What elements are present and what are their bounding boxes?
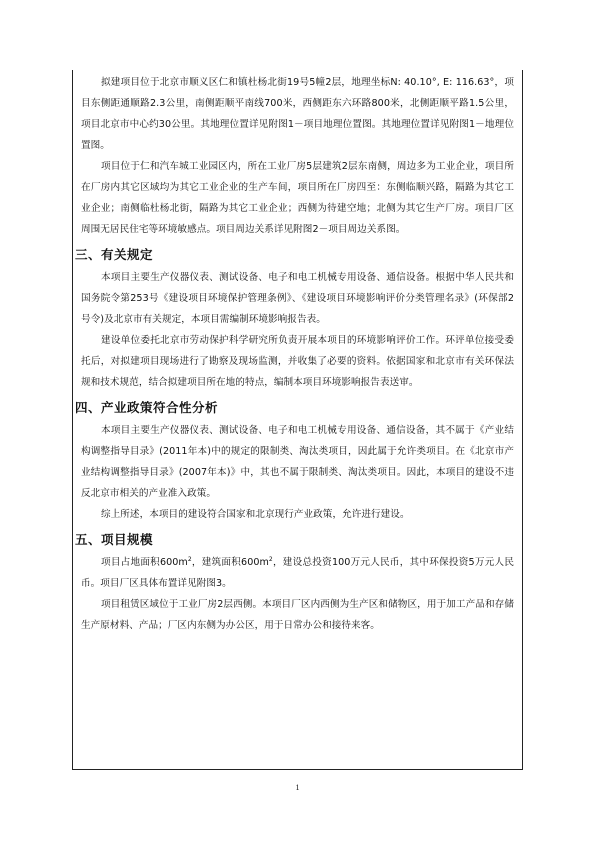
location-paragraph-2: 项目位于仁和汽车城工业园区内，所在工业厂房5层建筑2层东南侧，周边多为工业企业，项目所在厂房内其它区域均为其它工业企业的生产车间，项目所在厂房四至：东侧临顺兴路，隔路为其它工业企业；南侧临杜杨北街，隔路为其它工业企业；西侧为待建空地；北侧为其它生产厂房。项目厂区周围无居民住宅等环境敏感点。项目周边关系详见附图2－项目周边关系图。: [81, 161, 514, 235]
page-number: 1: [295, 783, 300, 792]
policy-heading: 四、产业政策符合性分析: [75, 400, 219, 415]
scale-text-c: ，建设总投资100万元人民币，其中环保投资5万元人民币。项目厂区具体布置详见附图3。: [81, 557, 514, 589]
regulations-paragraph-2: 建设单位委托北京市劳动保护科学研究所负责开展本项目的环境影响评价工作。环评单位接受委托后，对拟建项目现场进行了勘察及现场监测，并收集了必要的资料。依据国家和北京市有关环保法规和技术规范，结合拟建项目所在地的特点，编制本项目环境影响报告表送审。: [81, 335, 514, 388]
building-area-unit-superscript: 2: [268, 556, 273, 563]
policy-paragraph-2: 综上所述，本项目的建设符合国家和北京现行产业政策，允许进行建设。: [101, 509, 410, 520]
regulations-heading: 三、有关规定: [75, 247, 154, 262]
scale-text-a: 项目占地面积600m: [101, 557, 188, 568]
regulations-paragraph-1: 本项目主要生产仪器仪表、测试设备、电子和电工机械专用设备、通信设备。根据中华人民共和国务院令第253号《建设项目环境保护管理条例》、《建设项目环境影响评价分类管理名录》(环保部2号令)及北京市有关规定，本项目需编制环境影响报告表。: [81, 272, 514, 325]
location-paragraph-1: 拟建项目位于北京市顺义区仁和镇杜杨北街19号5幢2层，地理坐标N: 40.10°, E: 116.63°，项目东侧距通顺路2.3公里，南侧距顺平南线700米，西侧距东六环路800米，北侧距顺平路1.5公里，项目北京市中心约30公里。其地理位置详见附图1－项目地理位置图。其地理位置详见附图1－地理位置图。: [81, 77, 514, 151]
scale-heading: 五、项目规模: [75, 532, 154, 547]
content-frame: [72, 70, 523, 770]
scale-paragraph-2: 项目租赁区域位于工业厂房2层西侧。本项目厂区内西侧为生产区和储物区，用于加工产品和存储生产原材料、产品；厂区内东侧为办公区，用于日常办公和接待来客。: [81, 599, 514, 631]
area-unit-superscript: 2: [187, 556, 192, 563]
policy-paragraph-1: 本项目主要生产仪器仪表、测试设备、电子和电工机械专用设备、通信设备，其不属于《产业结构调整指导目录》(2011年本)中的规定的限制类、淘汰类项目，因此属于允许类项目。在《北京市产业结构调整指导目录》(2007年本)》中，其也不属于限制类、淘汰类项目。因此，本项目的建设不违反北京市相关的产业准入政策。: [81, 425, 514, 499]
scale-paragraph-1: [81, 552, 514, 594]
scale-text-b: ，建筑面积600m: [191, 557, 269, 568]
